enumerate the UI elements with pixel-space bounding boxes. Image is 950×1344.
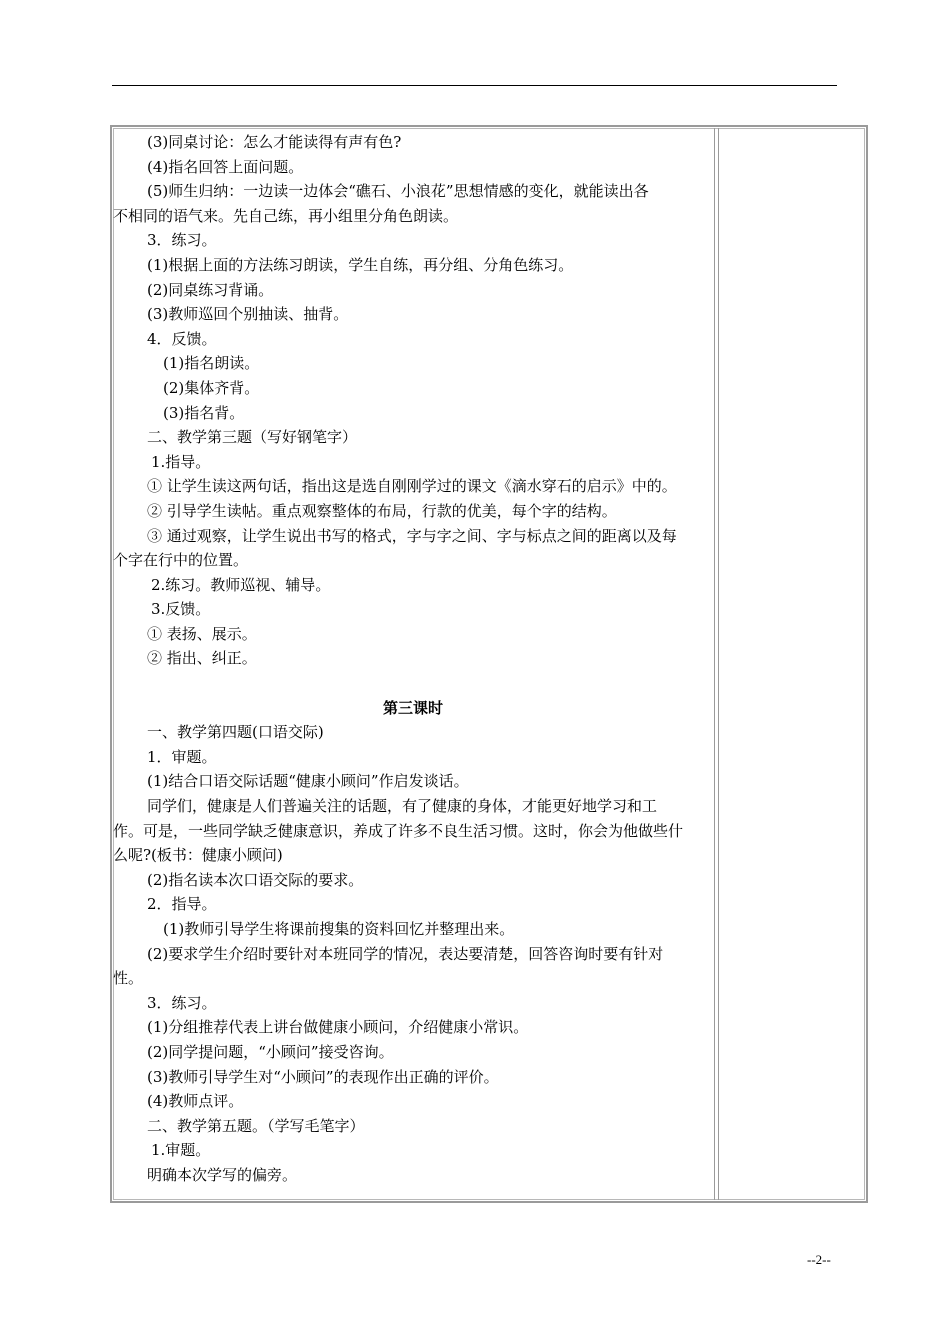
text-line: 二、教学第五题。（学写毛笔字） <box>147 1116 365 1135</box>
text-line: ① 让学生读这两句话，指出这是选自刚刚学过的课文《滴水穿石的启示》中的。 <box>147 477 677 496</box>
page-number: --2-- <box>807 1252 831 1267</box>
text-line: (3)同桌讨论：怎么才能读得有声有色? <box>147 133 402 151</box>
text-line: 2．指导。 <box>147 895 217 914</box>
text-line: (3)教师引导学生对“小顾问”的表现作出正确的评价。 <box>147 1067 499 1086</box>
text-line: 二、教学第三题（写好钢笔字） <box>147 428 358 447</box>
text-line: ③ 通过观察，让学生说出书写的格式，字与字之间、字与标点之间的距离以及每 <box>147 526 677 545</box>
text-line: 1.指导。 <box>151 452 211 471</box>
text-line: 不相同的语气来。先自己练，再小组里分角色朗读。 <box>113 206 459 225</box>
text-line: ② 引导学生读帖。重点观察整体的布局，行款的优美，每个字的结构。 <box>147 501 617 520</box>
text-line: (2)集体齐背。 <box>163 378 260 397</box>
header-rule <box>112 85 837 86</box>
text-line: (2)同桌练习背诵。 <box>147 280 274 299</box>
text-line: (4)教师点评。 <box>147 1092 244 1111</box>
text-line: (3)指名背。 <box>163 403 245 422</box>
text-line: 3．练习。 <box>147 993 217 1012</box>
text-line: 4．反馈。 <box>147 329 217 348</box>
text-line: (1)教师引导学生将课前搜集的资料回忆并整理出来。 <box>163 920 515 938</box>
text-line: 一、教学第四题(口语交际) <box>147 723 324 742</box>
text-line: (5)师生归纳：一边读一边体会“礁石、小浪花”思想情感的变化，就能读出各 <box>147 182 649 201</box>
text-line: (1)结合口语交际话题“健康小顾问”作启发谈话。 <box>147 772 469 791</box>
text-line: (2)要求学生介绍时要针对本班同学的情况，表达要清楚，回答咨询时要有针对 <box>147 944 664 963</box>
text-line: 性。 <box>113 969 144 988</box>
text-line: 么呢?(板书：健康小顾问) <box>113 846 283 865</box>
text-line: 个字在行中的位置。 <box>113 551 249 570</box>
text-line: 3．练习。 <box>147 231 217 250</box>
text-line: 1．审题。 <box>147 747 217 766</box>
lesson-content <box>113 130 713 1188</box>
blank-line <box>113 671 713 696</box>
text-line: (4)指名回答上面问题。 <box>147 157 304 176</box>
text-line: 作。可是，一些同学缺乏健康意识，养成了许多不良生活习惯。这时，你会为他做些什 <box>113 821 684 840</box>
text-line: 明确本次学写的偏旁。 <box>147 1165 298 1184</box>
section-title: 第三课时 <box>382 698 443 717</box>
text-line: 2.练习。教师巡视、辅导。 <box>151 575 331 594</box>
text-line: 3.反馈。 <box>151 600 211 619</box>
text-line: ② 指出、纠正。 <box>147 649 257 668</box>
text-line: (1)分组推荐代表上讲台做健康小顾问，介绍健康小常识。 <box>147 1018 529 1037</box>
text-line: (2)指名读本次口语交际的要求。 <box>147 870 364 889</box>
text-line: ① 表扬、展示。 <box>147 624 257 643</box>
text-line: 同学们，健康是人们普遍关注的话题，有了健康的身体，才能更好地学习和工 <box>147 797 658 816</box>
text-line: (2)同学提问题，“小顾问”接受咨询。 <box>147 1042 394 1061</box>
text-line: (3)教师巡回个别抽读、抽背。 <box>147 305 349 324</box>
text-line: 1.审题。 <box>151 1141 211 1160</box>
text-line: (1)根据上面的方法练习朗读，学生自练，再分组、分角色练习。 <box>147 255 574 274</box>
text-line: (1)指名朗读。 <box>163 354 260 373</box>
table-column-divider <box>714 128 719 1200</box>
